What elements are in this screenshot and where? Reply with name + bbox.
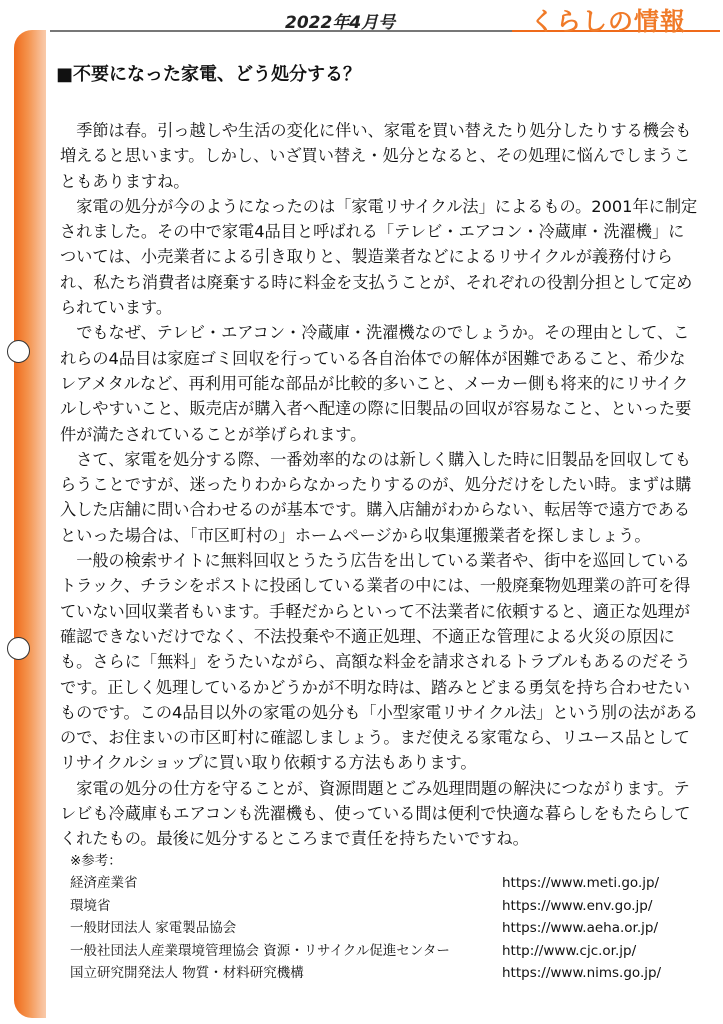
paragraph: さて、家電を処分する際、一番効率的なのは新しく購入した時に旧製品を回収してもらうことですが、迷ったりわからなかったりするのが、処分だけをしたい時。まずは購入した店舗に問い合わせるのが基本です。購入店舗がわからない、転居等で遠方であるといった場合は、「市区町村の」ホームページから収集運搬業者を探しましょう。: [60, 449, 692, 545]
punch-hole-bottom: [7, 637, 30, 660]
brand-title: くらしの情報: [530, 7, 687, 36]
reference-url[interactable]: https://www.aeha.or.jp/: [502, 920, 658, 937]
reference-url[interactable]: https://www.meti.go.jp/: [502, 875, 660, 891]
reference-url[interactable]: https://www.nims.go.jp/: [502, 965, 662, 982]
reference-row: [70, 962, 710, 985]
punch-hole-top: [7, 340, 30, 363]
article-body: [60, 118, 700, 852]
reference-row: [70, 940, 710, 963]
reference-row: [70, 895, 710, 918]
paragraph: 季節は春。引っ越しや生活の変化に伴い、家電を買い替えたり処分したりする機会も増えると思います。しかし、いざ買い替え・処分となると、その処理に悩んでしまうこともありますね。: [60, 121, 692, 191]
paragraph: でもなぜ、テレビ・エアコン・冷蔵庫・洗濯機なのでしょうか。その理由として、これらの4品目は家庭ゴミ回収を行っている各自治体での解体が困難であること、希少なレアメタルなど、再利用可能な部品が比較的多いこと、メーカー側も将来的にリサイクルしやすいこと、販売店が購入者へ配達の際に旧製品の回収が容易なこと、といった要件が満たされていることが挙げられます。: [60, 323, 692, 444]
reference-name: 一般財団法人 家電製品協会: [70, 920, 237, 937]
issue-date: 2022年4月号: [285, 13, 396, 33]
reference-row: [70, 872, 710, 895]
reference-name: 環境省: [70, 897, 111, 914]
reference-name: 一般社団法人産業環境管理協会 資源・リサイクル促進センター: [70, 942, 450, 959]
reference-url[interactable]: http://www.cjc.or.jp/: [502, 942, 637, 959]
reference-row: [70, 917, 710, 940]
references: [70, 851, 710, 985]
article-title: ■不要になった家電、どう処分する？: [56, 64, 362, 85]
reference-url[interactable]: https://www.env.go.jp/: [502, 897, 653, 914]
references-heading: ※参考：: [70, 853, 122, 869]
reference-name: 国立研究開発法人 物質・材料研究機構: [70, 965, 304, 982]
reference-name: 経済産業省: [70, 875, 138, 891]
paragraph: 家電の処分の仕方を守ることが、資源問題とごみ処理問題の解決につながります。テレビも冷蔵庫もエアコンも洗濯機も、使っている間は便利で快適な暮らしをもたらしてくれたもの。最後に処分するところまで責任を持ちたいですね。: [60, 778, 691, 849]
paragraph: 家電の処分が今のようになったのは「家電リサイクル法」によるもの。2001年に制定されました。その中で家電4品目と呼ばれる「テレビ・エアコン・冷蔵庫・洗濯機」については、小売業者による引き取りと、製造業者などによるリサイクルが義務付けられ、私たち消費者は廃棄する時に料金を支払うことが、それぞれの役割分担として定められています。: [60, 196, 698, 318]
paragraph: 一般の検索サイトに無料回収とうたう広告を出している業者や、街中を巡回しているトラック、チラシをポストに投函している業者の中には、一般廃棄物処理業の許可を得ていない回収業者もいます。手軽だからといって不法業者に依頼すると、適正な処理が確認できないだけでなく、不法投棄や不適正処理、不適正な管理による火災の原因にも。さらに「無料」をうたいながら、高額な料金を請求されるトラブルもあるのだそうです。正しく処理しているかどうかが不明な時は、踏みとどまる勇気を持ち合わせたいものです。この4品目以外の家電の処分も「小型家電リサイクル法」という別の法があるので、お住まいの市区町村に確認しましょう。まだ使える家電なら、リユース品としてリサイクルショップに買い取り依頼する方法もあります。: [60, 551, 699, 773]
